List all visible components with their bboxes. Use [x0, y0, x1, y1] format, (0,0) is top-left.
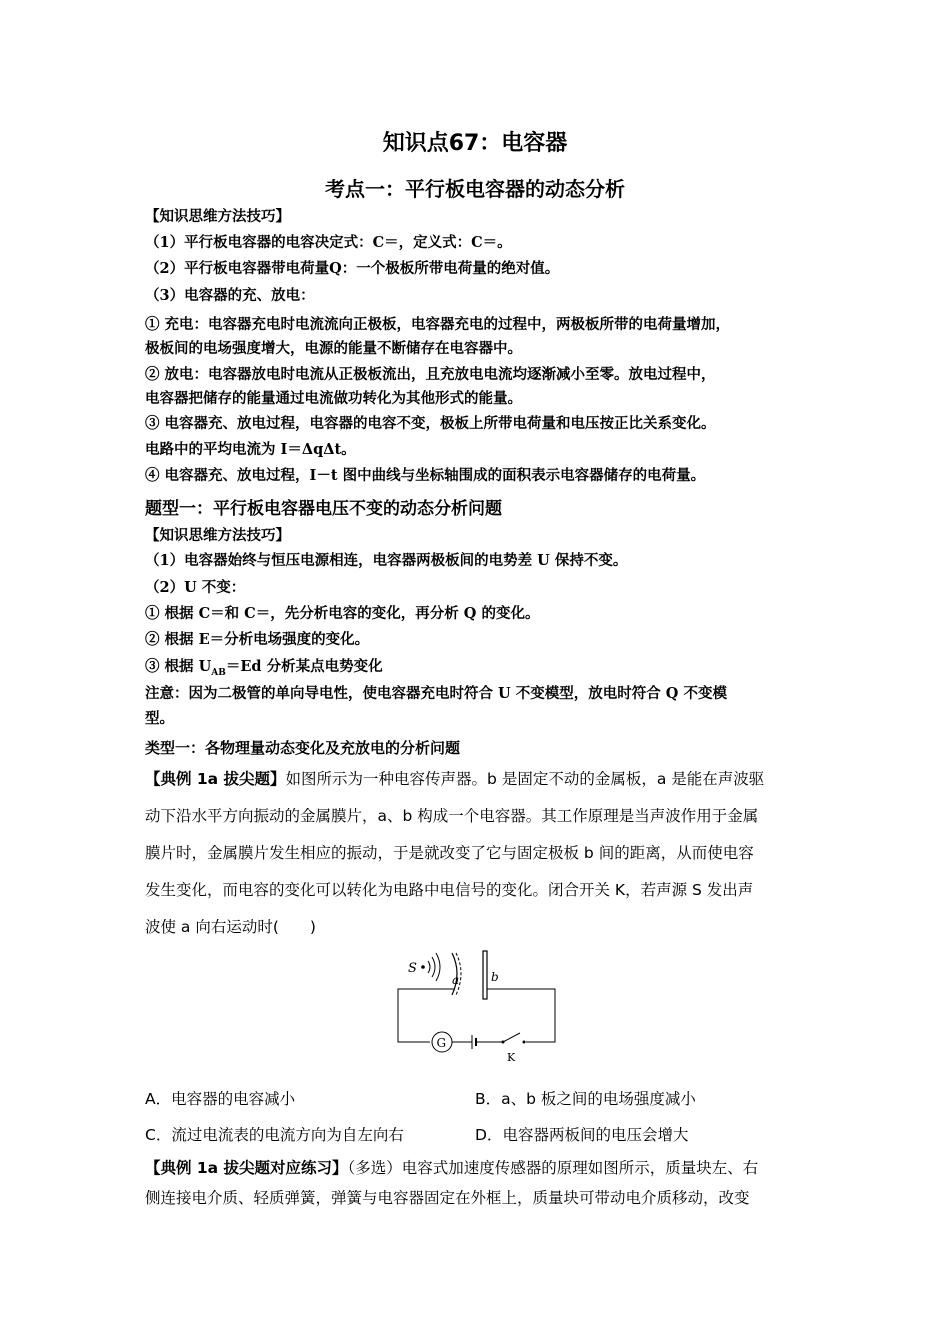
type1-line-uab [145, 657, 815, 683]
section1-line: ④ 电容器充、放电过程，I－t 图中曲线与坐标轴围成的面积表示电容器储存的电荷量。 [145, 467, 706, 484]
source-label: S [408, 961, 417, 976]
source-dot [421, 965, 425, 969]
section1-line: （3）电容器的充、放电： [145, 287, 315, 304]
page-title: 知识点67：电容器 [382, 131, 568, 156]
option-c [145, 1123, 404, 1145]
category1-heading: 类型一：各物理量动态变化及充放电的分析问题 [145, 739, 461, 757]
practice-text: （多选）电容式加速度传感器的原理如图所示，质量块左、右 [347, 1159, 759, 1177]
section1-line: ③ 电容器充、放电过程，电容器的电容不变，极板上所带电荷量和电压按正比关系变化。 [145, 415, 716, 432]
capacitor-microphone-figure [390, 945, 565, 1065]
uab-subscript: AB [211, 667, 226, 678]
example-text: 如图所示为一种电容传声器。b 是固定不动的金属板，a 是能在声波驱 [285, 770, 765, 788]
option-letter: D． [475, 1126, 503, 1144]
section1-heading: 【知识思维方法技巧】 [145, 208, 290, 225]
sound-wave-icon [436, 953, 440, 981]
option-letter: C． [145, 1126, 172, 1144]
type1-line: （1）电容器始终与恒压电源相连，电容器两极板间的电势差 U 保持不变。 [145, 552, 628, 569]
section1-line: ① 充电：电容器充电时电流流向正极板，电容器充电的过程中，两极板所带的电荷量增加， [145, 316, 731, 333]
option-text: a、b 板之间的电场强度减小 [501, 1090, 696, 1108]
type1-line: ② 根据 E＝分析电场强度的变化。 [145, 631, 370, 648]
uab-tail: ＝Ed 分析某点电势变化 [225, 658, 383, 675]
option-letter: A． [145, 1090, 172, 1108]
option-text: 电容器的电容减小 [171, 1090, 296, 1108]
example-line [145, 767, 815, 789]
section1-line: ② 放电：电容器放电时电流从正极板流出，且充放电电流均逐渐减小至零。放电过程中， [145, 366, 716, 383]
practice-label: 【典例 1a 拔尖题对应练习】 [145, 1159, 348, 1177]
section1-line: （1）平行板电容器的电容决定式：C＝，定义式：C＝。 [145, 234, 512, 251]
section1-line: （2）平行板电容器带电荷量Q：一个极板所带电荷量的绝对值。 [145, 260, 560, 277]
plate-label: b [491, 970, 499, 984]
practice-line: 侧连接电介质、轻质弹簧，弹簧与电容器固定在外框上，质量块可带动电介质移动，改变 [145, 1189, 750, 1207]
uab-prefix: ③ 根据 U [145, 658, 212, 675]
type1-line: （2）U 不变： [145, 579, 246, 596]
section1-line: 极板间的电场强度增大，电源的能量不断储存在电容器中。 [145, 340, 522, 357]
sound-wave-icon [432, 957, 435, 977]
circuit-wire [487, 989, 555, 1042]
switch-icon [503, 1033, 520, 1042]
practice-line [145, 1156, 815, 1178]
galvanometer-label: G [436, 1036, 447, 1050]
example-label: 【典例 1a 拔尖题】 [145, 770, 286, 788]
switch-icon [523, 1041, 526, 1044]
example-line: 波使 a 向右运动时( ) [145, 918, 316, 936]
option-d [475, 1123, 688, 1145]
example-line: 发生变化，而电容的变化可以转化为电路中电信号的变化。闭合开关 K，若声源 S 发出声 [145, 881, 754, 899]
option-a [145, 1087, 295, 1109]
section1-line: 电路中的平均电流为 I＝ΔqΔt。 [145, 441, 356, 458]
example-line: 膜片时，金属膜片发生相应的振动，于是就改变了它与固定极板 b 间的距离，从而使电容 [145, 844, 754, 862]
switch-label: K [507, 1051, 516, 1064]
sound-wave-icon [428, 961, 430, 973]
membrane-label: a [452, 973, 460, 987]
type1-note: 注意：因为二极管的单向导电性，使电容器充电时符合 U 不变模型，放电时符合 Q 不变模 [145, 685, 727, 702]
section1-line: 电容器把储存的能量通过电流做功转化为其他形式的能量。 [145, 390, 522, 407]
example-line: 动下沿水平方向振动的金属膜片，a、b 构成一个电容器。其工作原理是当声波作用于金属 [145, 807, 759, 825]
option-letter: B． [475, 1090, 502, 1108]
type1-note-cont: 型。 [145, 710, 174, 727]
plate-b [483, 951, 487, 999]
option-text: 电容器两板间的电压会增大 [502, 1126, 689, 1144]
option-b [475, 1087, 696, 1109]
type1-line: ① 根据 C＝和 C＝，先分析电容的变化，再分析 Q 的变化。 [145, 605, 540, 622]
option-text: 流过电流表的电流方向为自左向右 [171, 1126, 404, 1144]
type1-method-heading: 【知识思维方法技巧】 [145, 527, 290, 544]
type1-heading: 题型一：平行板电容器电压不变的动态分析问题 [145, 499, 502, 519]
page-subtitle: 考点一：平行板电容器的动态分析 [325, 177, 625, 201]
